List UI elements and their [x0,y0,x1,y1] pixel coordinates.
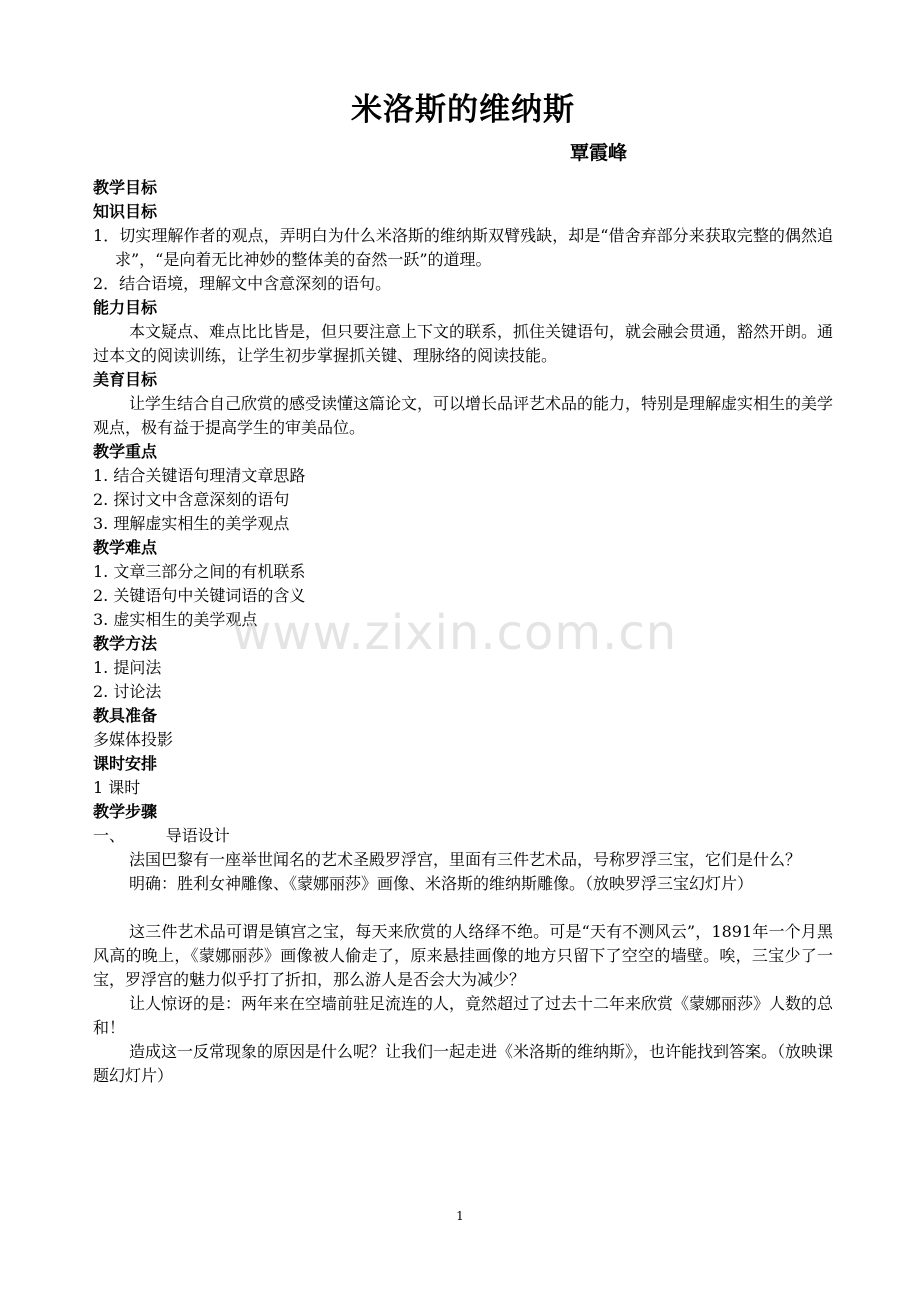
document-page [93,90,833,1088]
method-item: 2. 讨论法 [93,682,162,701]
aesthetic-paragraph: 让学生结合自己欣赏的感受读懂这篇论文，可以增长品评艺术品的能力，特别是理解虚实相生的美学观点，极有益于提高学生的审美品位。 [93,394,834,437]
ability-paragraph: 本文疑点、难点比比皆是，但只要注意上下文的联系，抓住关键语句，就会融会贯通，豁然开朗。通过本文的阅读训练，让学生初步掌握抓关键、理脉络的阅读技能。 [93,322,834,365]
heading-teaching-goal: 教学目标 [93,178,158,197]
heading-ability-goal: 能力目标 [93,298,158,317]
difficulty-item: 2. 关键语句中关键词语的含义 [93,586,306,605]
heading-aesthetic-goal: 美育目标 [93,370,158,389]
step-heading: 一、 导语设计 [93,826,230,845]
document-title: 米洛斯的维纳斯 [351,92,575,128]
watermark: www.zixin.com.cn [232,605,678,661]
step-paragraph: 明确：胜利女神雕像、《蒙娜丽莎》画像、米洛斯的维纳斯雕像。（放映罗浮三宝幻灯片） [129,874,754,893]
key-point-item: 1. 结合关键语句理清文章思路 [93,466,306,485]
heading-knowledge-goal: 知识目标 [93,202,158,221]
heading-methods: 教学方法 [93,634,158,653]
difficulty-item: 3. 虚实相生的美学观点 [93,610,258,629]
knowledge-item: 1．切实理解作者的观点，弄明白为什么米洛斯的维纳斯双臂残缺，却是“借舍弃部分来获取完整的偶然追求”，“是向着无比神妙的整体美的奋然一跃”的道理。 [93,226,833,269]
step-paragraph: 造成这一反常现象的原因是什么呢？让我们一起走进《米洛斯的维纳斯》，也许能找到答案。（放映课题幻灯片） [93,1042,834,1085]
step-paragraph: 法国巴黎有一座举世闻名的艺术圣殿罗浮宫，里面有三件艺术品，号称罗浮三宝，它们是什么？ [129,850,802,869]
tools-text: 多媒体投影 [93,730,174,749]
key-point-item: 2. 探讨文中含意深刻的语句 [93,490,290,509]
step-paragraph: 让人惊讶的是：两年来在空墙前驻足流连的人，竟然超过了过去十二年来欣赏《蒙娜丽莎》人数的总和！ [93,994,834,1037]
heading-key-points: 教学重点 [93,442,158,461]
heading-tools: 教具准备 [93,706,158,725]
knowledge-item: 2．结合语境，理解文中含意深刻的语句。 [93,274,392,293]
difficulty-item: 1. 文章三部分之间的有机联系 [93,562,306,581]
heading-difficulties: 教学难点 [93,538,158,557]
step-paragraph: 这三件艺术品可谓是镇宫之宝，每天来欣赏的人络绎不绝。可是“天有不测风云”，1891年一个月黑风高的晚上，《蒙娜丽莎》画像被人偷走了，原来悬挂画像的地方只留下了空空的墙壁。唉，三宝少了一宝，罗浮宫的魅力似乎打了折扣，那么游人是否会大为减少？ [93,922,833,989]
method-item: 1. 提问法 [93,658,162,677]
author-name: 覃霞峰 [569,142,627,164]
heading-steps: 教学步骤 [93,802,158,821]
blank-line [93,896,833,920]
key-point-item: 3. 理解虚实相生的美学观点 [93,514,290,533]
schedule-text: 1 课时 [93,778,141,797]
heading-schedule: 课时安排 [93,754,158,773]
page-number: 1 [456,1209,464,1223]
